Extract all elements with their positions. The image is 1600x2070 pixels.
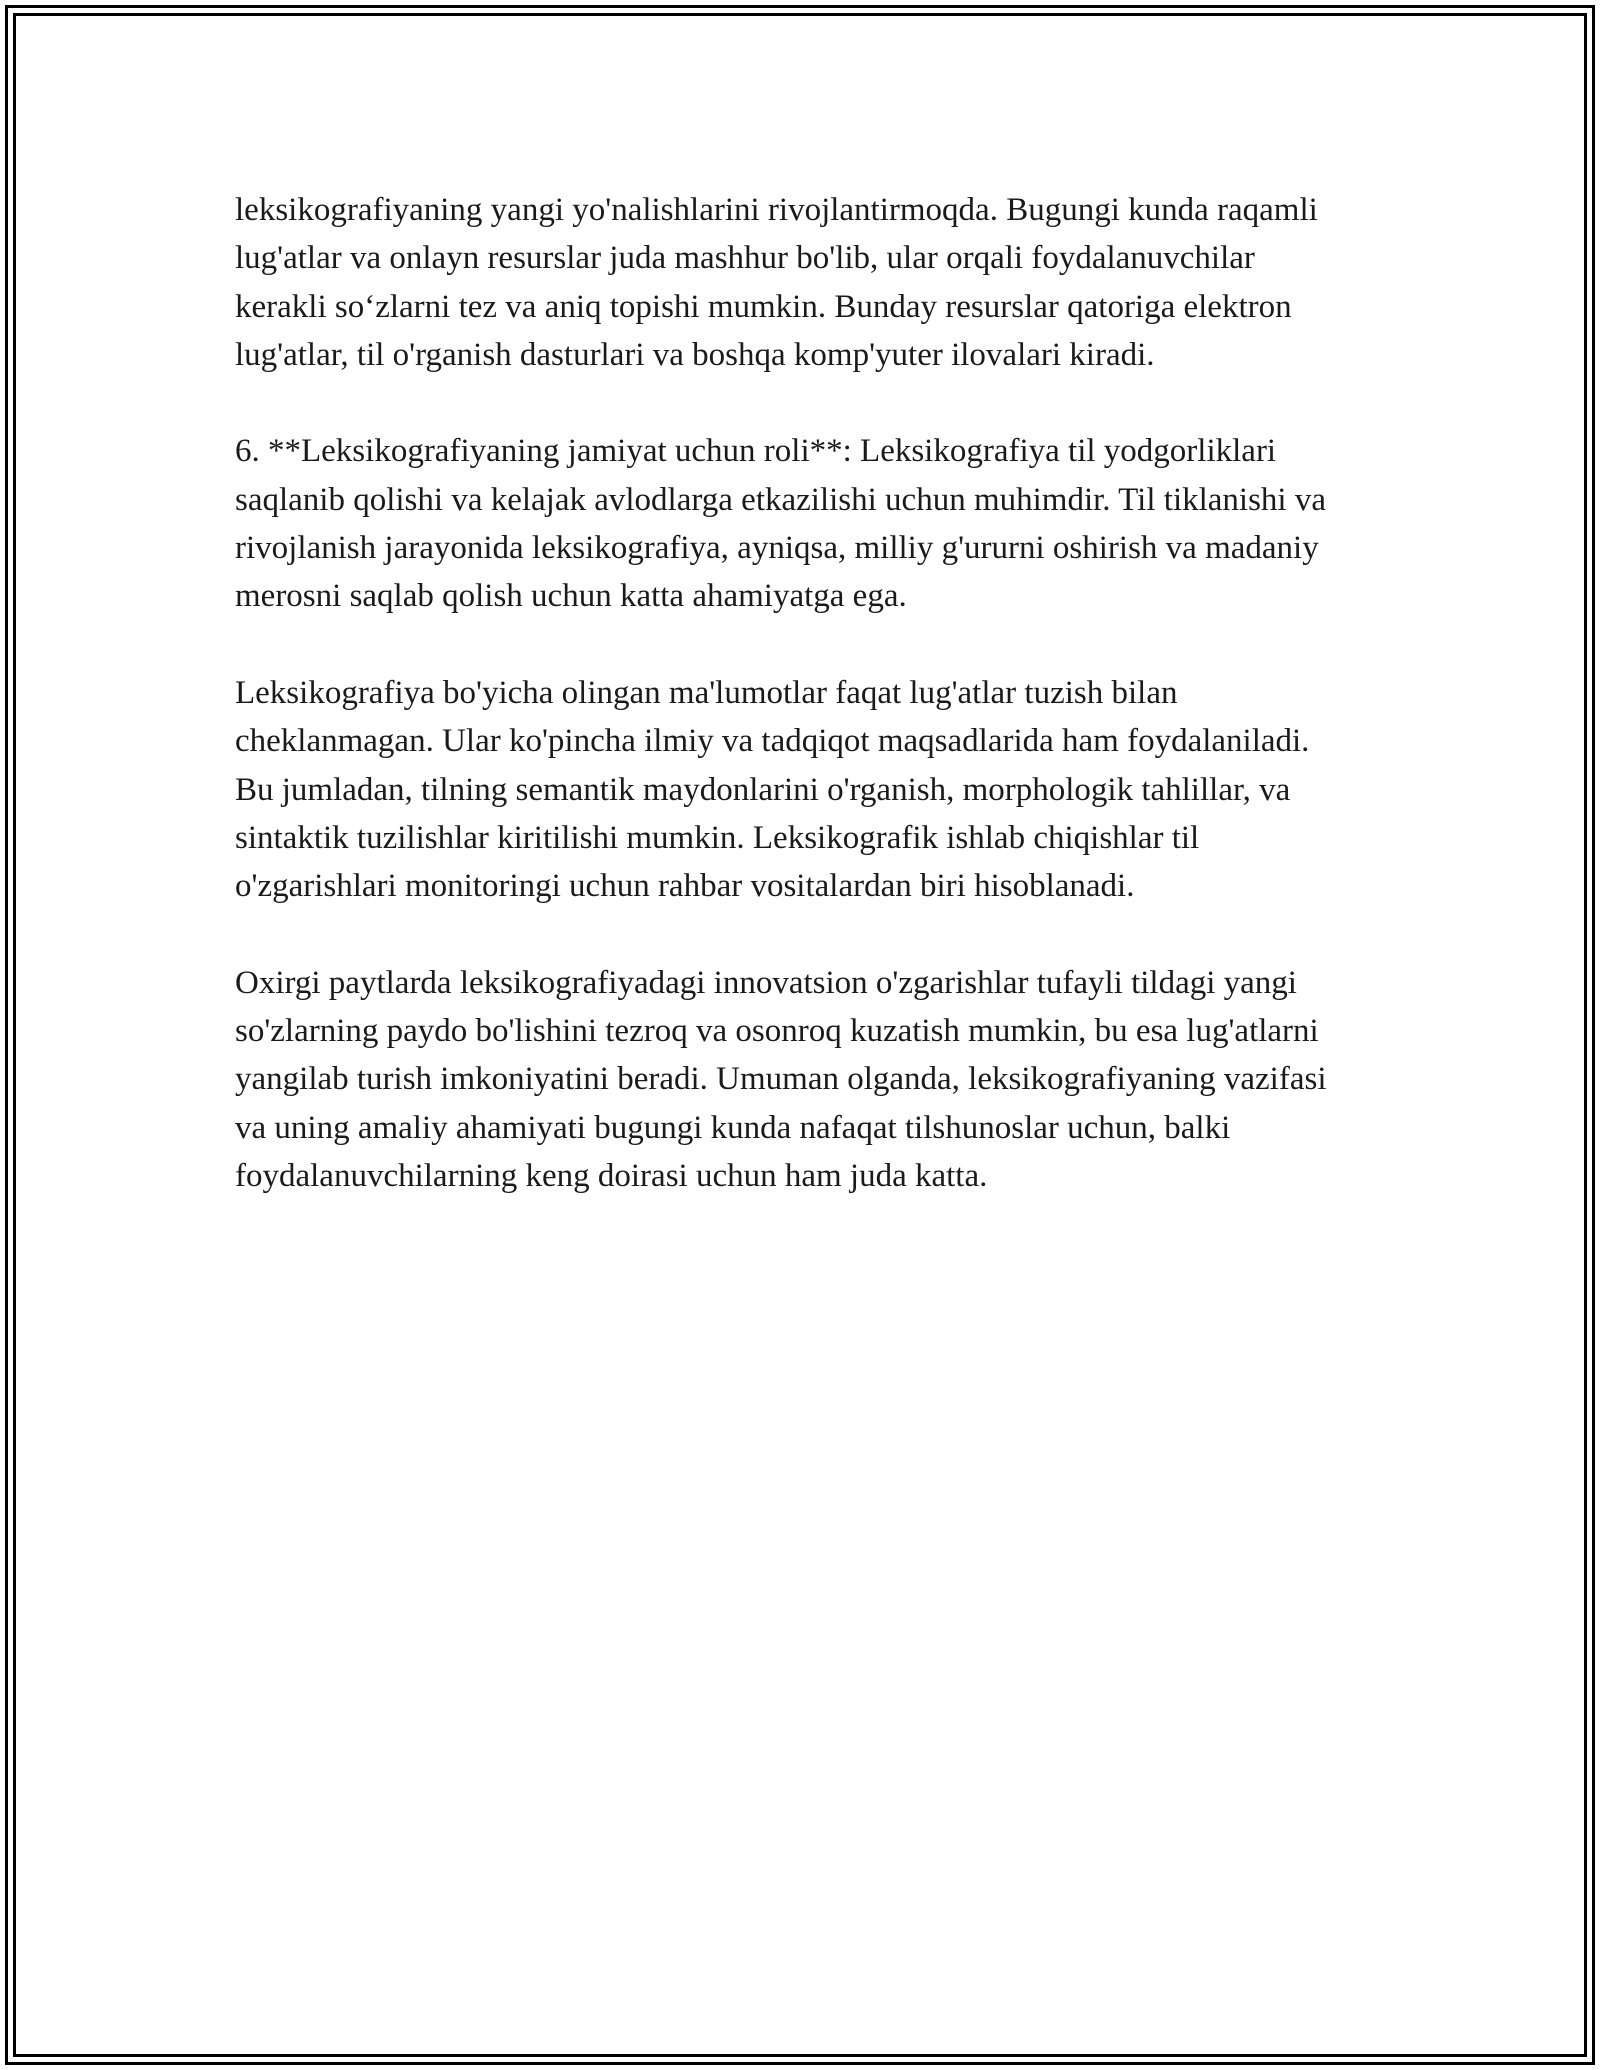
paragraph-digital-dictionaries: leksikografiyaning yangi yo'nalishlarini rivojlantirmoqda. Bugungi kunda raqamli lug'atlar va onlayn resurslar juda mashhur bo'lib, ular orqali foydalanuvchilar kerakli so‘zlarni tez va aniq topishi mumkin. Bunday resurslar qatoriga elektron lug'atlar, til o'rganish dasturlari va boshqa komp'yuter ilovalari kiradi. — [235, 192, 1318, 373]
document-body — [235, 186, 1345, 1200]
paragraph-innovations: Oxirgi paytlarda leksikografiyadagi innovatsion o'zgarishlar tufayli tildagi yangi so'zlarning paydo bo'lishini tezroq va osonroq kuzatish mumkin, bu esa lug'atlarni yangilab turish imkoniyatini beradi. Umuman olganda, leksikografiyaning vazifasi va uning amaliy ahamiyati bugungi kunda nafaqat tilshunoslar uchun, balki foydalanuvchilarning keng doirasi uchun ham juda katta. — [235, 964, 1327, 1194]
paragraph-research-uses: Leksikografiya bo'yicha olingan ma'lumotlar faqat lug'atlar tuzish bilan cheklanmagan. Ular ko'pincha ilmiy va tadqiqot maqsadlarida ham foydalaniladi. Bu jumladan, tilning semantik maydonlarini o'rganish, morphologik tahlillar, va sintaktik tuzilishlar kiritilishi mumkin. Leksikografik ishlab chiqishlar til o'zgarishlari monitoringi uchun rahbar vositalardan biri hisoblanadi. — [235, 674, 1310, 905]
paragraph-role-in-society: 6. **Leksikografiyaning jamiyat uchun roli**: Leksikografiya til yodgorliklari saqlanib qolishi va kelajak avlodlarga etkazilishi uchun muhimdir. Til tiklanishi va rivojlanish jarayonida leksikografiya, ayniqsa, milliy g'ururni oshirish va madaniy merosni saqlab qolish uchun katta ahamiyatga ega. — [235, 433, 1326, 615]
